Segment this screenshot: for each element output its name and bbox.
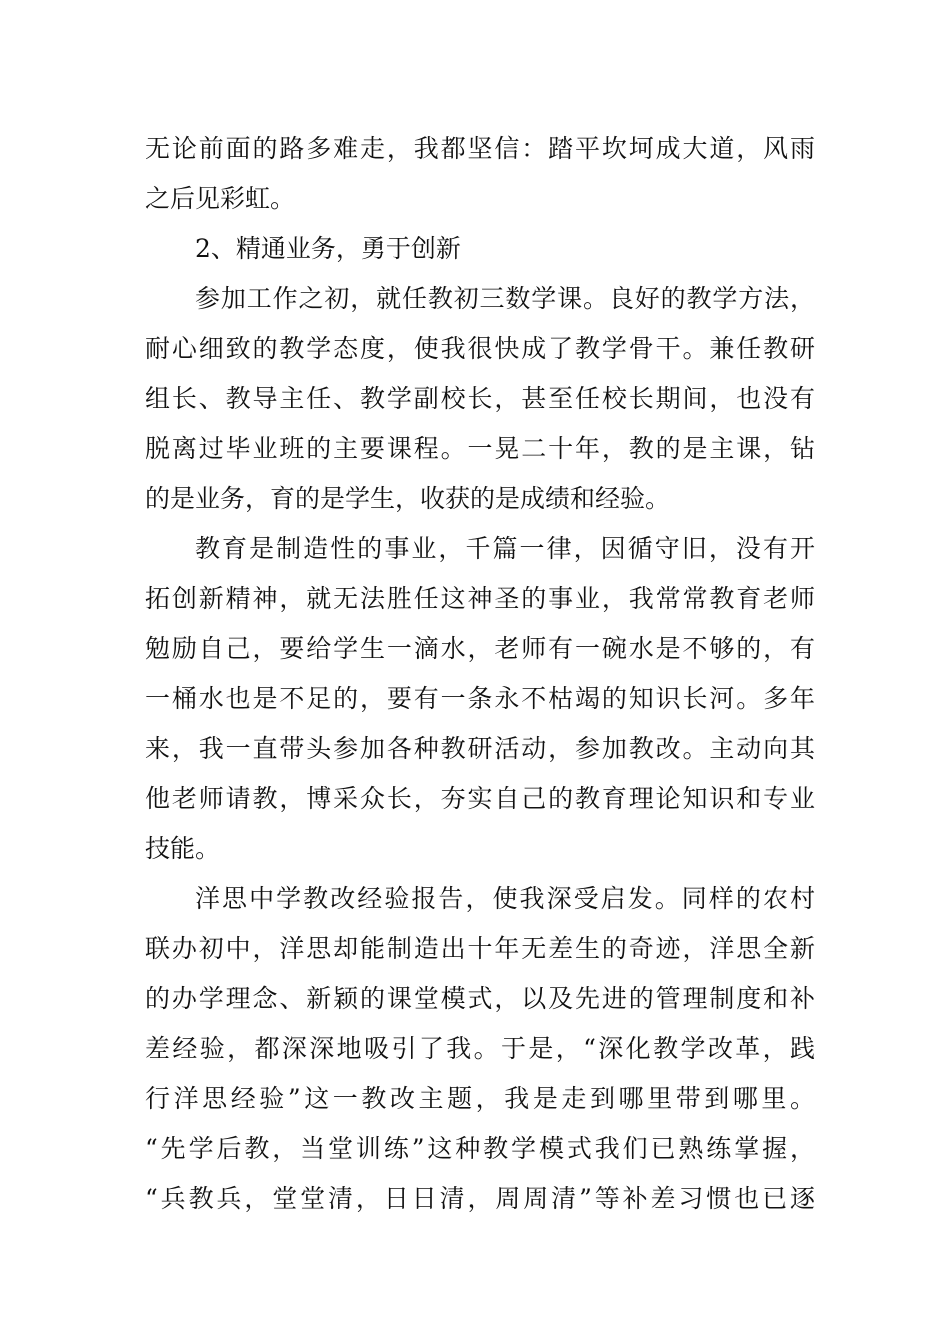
text-line: 参加工作之初，就任教初三数学课。良好的教学方法，	[195, 284, 815, 313]
text-line: 联办初中，洋思却能制造出十年无差生的奇迹，洋思全新	[145, 934, 815, 963]
text-line: 勉励自己，要给学生一滴水，老师有一碗水是不够的，有	[145, 634, 815, 663]
text-line: 他老师请教，博采众长，夯实自己的教育理论知识和专业	[145, 784, 815, 813]
text-line: 组长、教导主任、教学副校长，甚至任校长期间，也没有	[145, 384, 815, 413]
text-line: 来，我一直带头参加各种教研活动，参加教改。主动向其	[145, 734, 815, 763]
text-line: “兵教兵，堂堂清，日日清，周周清”等补差习惯也已逐	[145, 1184, 815, 1213]
text-line: 之后见彩虹。	[145, 184, 296, 213]
text-line: 教育是制造性的事业，千篇一律，因循守旧，没有开	[195, 534, 815, 563]
text-line: 脱离过毕业班的主要课程。一晃二十年，教的是主课，钻	[145, 434, 815, 463]
text-line: 一桶水也是不足的，要有一条永不枯竭的知识长河。多年	[145, 684, 815, 713]
text-line: 无论前面的路多难走，我都坚信：踏平坎坷成大道，风雨	[145, 134, 815, 163]
text-line: 拓创新精神，就无法胜任这神圣的事业，我常常教育老师	[145, 584, 815, 613]
text-line: 洋思中学教改经验报告，使我深受启发。同样的农村	[195, 884, 815, 913]
text-line: 差经验，都深深地吸引了我。于是，“深化教学改革，践	[145, 1034, 815, 1063]
text-line: 的办学理念、新颖的课堂模式，以及先进的管理制度和补	[145, 984, 815, 1013]
text-line: “先学后教，当堂训练”这种教学模式我们已熟练掌握，	[145, 1134, 815, 1163]
text-line: 技能。	[145, 834, 221, 863]
text-line: 耐心细致的教学态度，使我很快成了教学骨干。兼任教研	[145, 334, 815, 363]
text-line: 的是业务，育的是学生，收获的是成绩和经验。	[145, 484, 671, 513]
section-heading: 2、精通业务，勇于创新	[195, 234, 461, 263]
text-line: 行洋思经验”这一教改主题，我是走到哪里带到哪里。	[145, 1084, 815, 1113]
